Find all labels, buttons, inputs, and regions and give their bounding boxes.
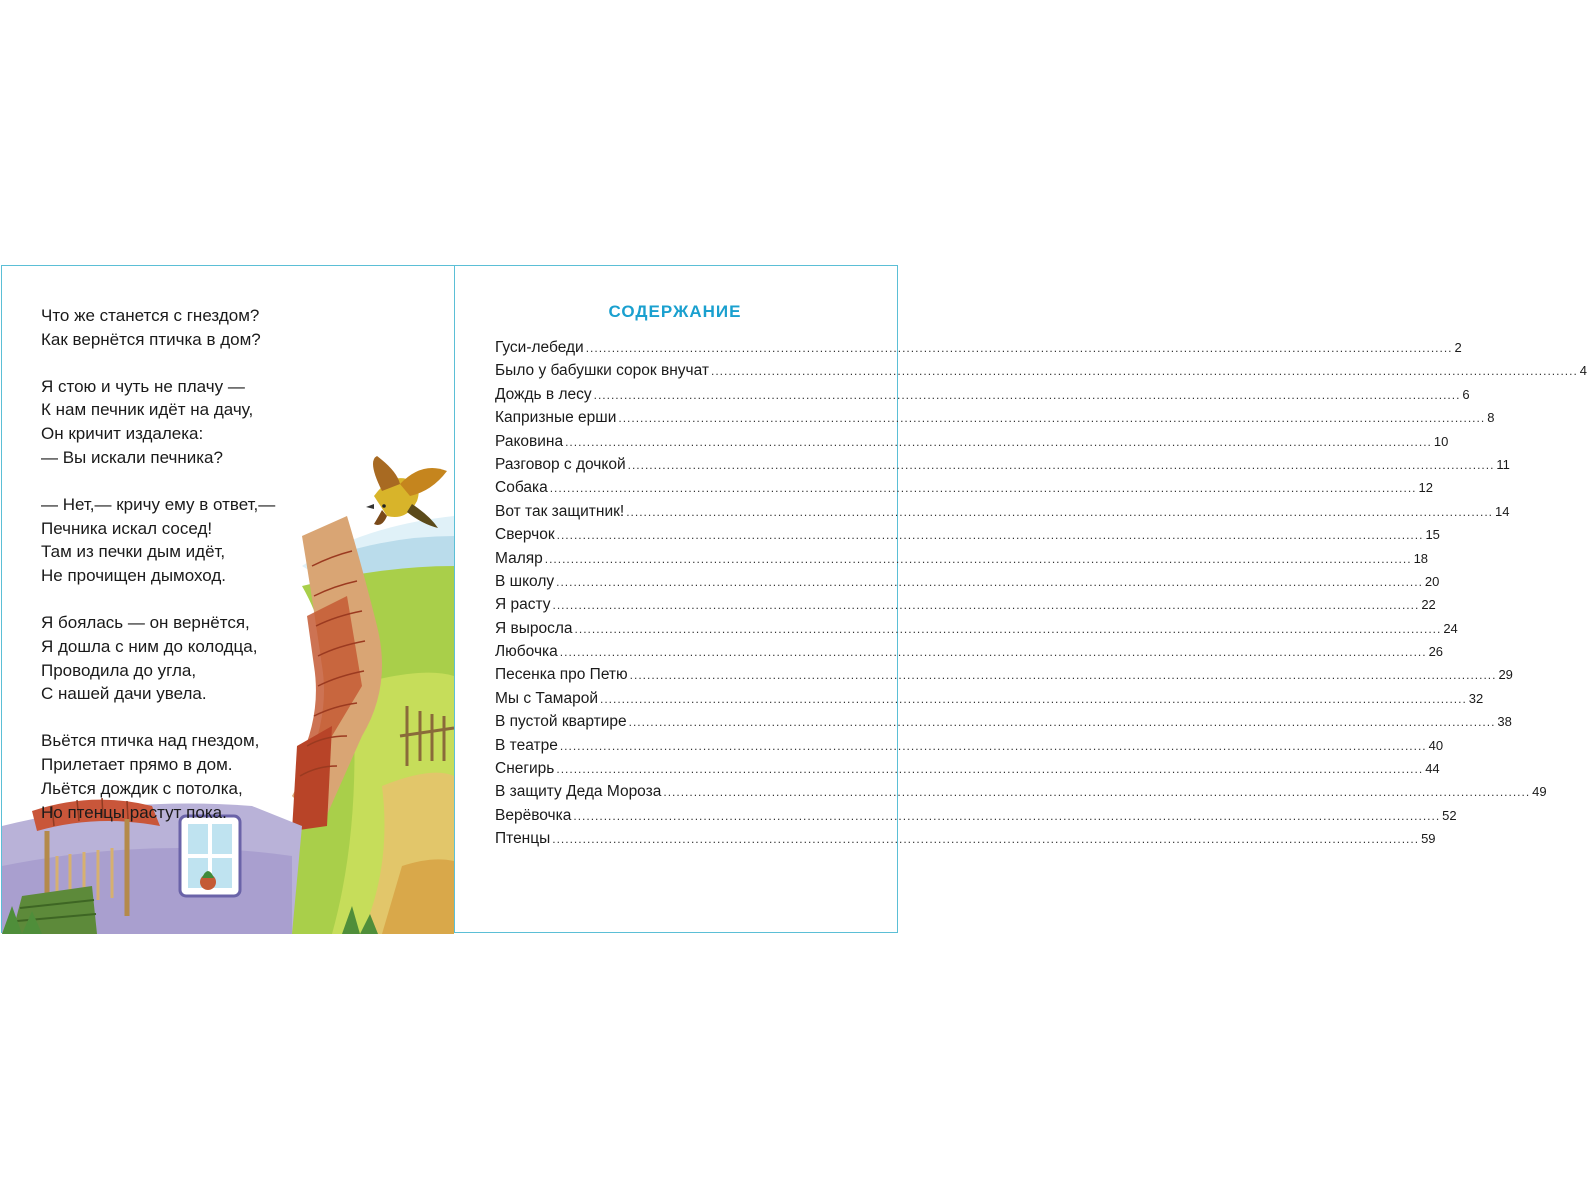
toc-leader-dots: ........................................................................................................................................................................................................ [556, 528, 1424, 543]
left-page [2, 266, 454, 932]
poem-line: — Нет,— кричу ему в ответ,— [41, 494, 276, 514]
toc-leader-dots: ........................................................................................................................................................................................................ [552, 832, 1420, 847]
table-of-contents [495, 339, 1587, 854]
toc-entry[interactable] [495, 596, 1436, 619]
toc-leader-dots: ........................................................................................................................................................................................................ [599, 691, 1467, 706]
toc-entry-page: 38 [1497, 714, 1512, 730]
toc-leader-dots: ........................................................................................................................................................................................................ [711, 364, 1578, 379]
poem-line: Прилетает прямо в дом. [41, 754, 233, 774]
toc-leader-dots: ........................................................................................................................................................................................................ [565, 434, 1432, 449]
toc-entry-page: 14 [1495, 503, 1510, 519]
poem-stanza [41, 611, 275, 706]
toc-entry-page: 40 [1428, 737, 1444, 753]
toc-leader-dots: ........................................................................................................................................................................................................ [618, 411, 1486, 426]
toc-entry[interactable] [495, 502, 1510, 526]
toc-entry-title: Мы с Тамарой [495, 689, 598, 707]
contents-heading: СОДЕРЖАНИЕ [608, 302, 742, 321]
toc-entry[interactable] [495, 455, 1510, 479]
toc-entry-page: 52 [1442, 807, 1457, 823]
toc-entry[interactable] [495, 549, 1429, 573]
book-spread [1, 265, 1587, 933]
toc-entry-page: 11 [1496, 456, 1510, 472]
toc-entry-title: Снегирь [495, 760, 555, 778]
toc-entry-title: Я расту [495, 596, 551, 614]
toc-entry-page: 15 [1425, 527, 1440, 543]
poem-line: Не прочищен дымоход. [41, 566, 227, 586]
toc-entry-page: 24 [1443, 620, 1458, 636]
poem-line: Я дошла с ним до колодца, [41, 636, 258, 656]
poem-stanza [41, 304, 275, 352]
toc-leader-dots: ........................................................................................................................................................................................................ [544, 551, 1412, 566]
toc-leader-dots: ........................................................................................................................................................................................................ [574, 621, 1442, 636]
toc-leader-dots: ........................................................................................................................................................................................................ [585, 341, 1453, 355]
toc-entry[interactable] [495, 339, 1462, 362]
toc-entry[interactable] [495, 619, 1458, 643]
poem-stanza [41, 375, 275, 470]
toc-entry[interactable] [495, 432, 1449, 456]
bird-icon [366, 456, 447, 528]
toc-leader-dots: ........................................................................................................................................................................................................ [628, 715, 1496, 730]
toc-entry-title: Гуси-лебеди [495, 339, 584, 356]
toc-entry-title: Разговор с дочкой [495, 455, 626, 473]
toc-leader-dots: ........................................................................................................................................................................................................ [552, 598, 1420, 613]
toc-entry-title: В пустой квартире [495, 713, 627, 731]
toc-entry[interactable] [495, 666, 1513, 689]
toc-entry[interactable] [495, 572, 1440, 596]
toc-entry-page: 20 [1424, 573, 1440, 589]
toc-leader-dots: ........................................................................................................................................................................................................ [573, 808, 1441, 823]
toc-entry[interactable] [495, 526, 1440, 549]
toc-entry[interactable] [495, 479, 1433, 502]
toc-entry-title: Собака [495, 479, 548, 497]
toc-entry-page: 59 [1421, 831, 1436, 847]
poem-line: Я боялась — он вернётся, [41, 612, 250, 632]
toc-entry-title: Дождь в лесу [495, 385, 592, 403]
toc-entry-title: Песенка про Петю [495, 666, 628, 684]
toc-entry[interactable] [495, 783, 1547, 806]
toc-entry[interactable] [495, 806, 1457, 830]
toc-entry[interactable] [495, 760, 1440, 783]
toc-entry-title: В школу [495, 572, 555, 590]
toc-entry[interactable] [495, 643, 1444, 666]
toc-entry-page: 26 [1428, 644, 1444, 660]
toc-entry-title: Птенцы [495, 830, 551, 848]
toc-entry-title: В театре [495, 736, 558, 754]
poem-line: Вьётся птичка над гнездом, [41, 731, 260, 751]
poem-line: Там из печки дым идёт, [41, 542, 226, 562]
toc-entry-page: 29 [1498, 667, 1513, 683]
poem-line: С нашей дачи увела. [41, 684, 207, 704]
toc-leader-dots: ........................................................................................................................................................................................................ [549, 481, 1417, 496]
toc-entry[interactable] [495, 830, 1436, 853]
poem-line: Льётся дождик с потолка, [41, 778, 243, 798]
toc-entry-page: 49 [1532, 784, 1547, 800]
toc-entry[interactable] [495, 385, 1470, 409]
poem-line: Как вернётся птичка в дом? [41, 329, 261, 349]
poem-stanza [41, 493, 275, 588]
toc-entry[interactable] [495, 409, 1495, 432]
toc-entry-page: 22 [1421, 597, 1436, 613]
poem-stanza [41, 729, 275, 824]
toc-entry-title: Маляр [495, 549, 543, 567]
toc-leader-dots: ........................................................................................................................................................................................................ [629, 668, 1497, 683]
poem-line: Но птенцы растут пока. [41, 802, 227, 822]
toc-entry-title: Верёвочка [495, 806, 572, 824]
toc-entry-page: 6 [1462, 386, 1470, 402]
right-page [455, 266, 1587, 932]
toc-leader-dots: ........................................................................................................................................................................................................ [556, 762, 1424, 777]
toc-entry-title: Капризные ерши [495, 409, 617, 427]
toc-entry-title: Я выросла [495, 619, 573, 637]
poem-text [41, 304, 275, 847]
toc-entry-page: 10 [1433, 433, 1449, 449]
poem-line: — Вы искали печника? [41, 447, 223, 467]
toc-leader-dots: ........................................................................................................................................................................................................ [556, 574, 1423, 589]
toc-leader-dots: ........................................................................................................................................................................................................ [559, 645, 1427, 660]
toc-entry[interactable] [495, 362, 1587, 385]
toc-entry-title: Любочка [495, 643, 558, 661]
toc-entry-page: 18 [1413, 550, 1429, 566]
toc-entry-page: 32 [1468, 690, 1484, 706]
toc-entry-title: Было у бабушки сорок внучат [495, 362, 709, 380]
toc-entry-page: 12 [1418, 480, 1433, 496]
toc-entry-title: Вот так защитник! [495, 502, 625, 520]
poem-line: Что же станется с гнездом? [41, 306, 260, 325]
toc-leader-dots: ........................................................................................................................................................................................................ [559, 738, 1427, 753]
toc-leader-dots: ........................................................................................................................................................................................................ [627, 457, 1495, 472]
toc-leader-dots: ........................................................................................................................................................................................................ [663, 785, 1531, 800]
toc-entry[interactable] [495, 736, 1444, 760]
toc-entry-page: 8 [1487, 410, 1495, 426]
poem-line: Он кричит издалека: [41, 424, 204, 444]
toc-entry[interactable] [495, 713, 1512, 736]
poem-line: Проводила до угла, [41, 660, 197, 680]
toc-leader-dots: ........................................................................................................................................................................................................ [626, 504, 1493, 519]
toc-entry-page: 2 [1454, 340, 1462, 355]
toc-entry-title: Сверчок [495, 526, 555, 544]
toc-entry-title: В защиту Деда Мороза [495, 783, 662, 801]
toc-entry-page: 44 [1425, 761, 1440, 777]
poem-line: Я стою и чуть не плачу — [41, 376, 245, 396]
poem-line: К нам печник идёт на дачу, [41, 400, 254, 420]
toc-entry-page: 4 [1579, 363, 1587, 379]
poem-line: Печника искал сосед! [41, 518, 213, 538]
toc-entry-title: Раковина [495, 432, 564, 450]
toc-leader-dots: ........................................................................................................................................................................................................ [593, 387, 1461, 402]
toc-entry[interactable] [495, 689, 1484, 713]
